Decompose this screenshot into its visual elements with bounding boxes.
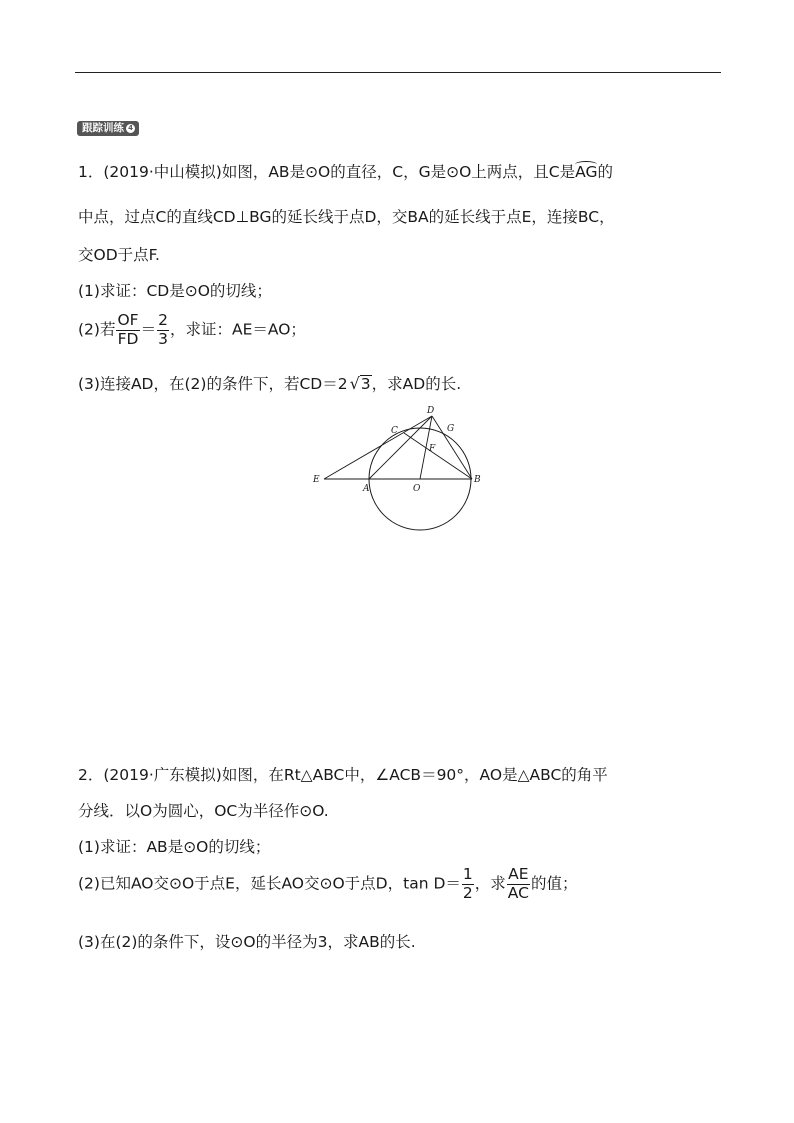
section-badge (77, 121, 139, 136)
frac-numerator: 2 (158, 311, 168, 329)
q2-part1: (1)求证：AB是⊙O的切线； (78, 838, 271, 856)
q2-part2-mid: ，求 (474, 874, 506, 893)
sqrt-radicand: 3 (360, 375, 371, 393)
q1-part2-tail: ，求证：AE＝AO； (169, 320, 306, 339)
label-o: O (413, 484, 421, 494)
q2-part3: (3)在(2)的条件下，设⊙O的半径为3，求AB的长. (78, 933, 416, 951)
q1-part2-lead: (2)若 (78, 320, 116, 339)
q1-line2: 中点，过点C的直线CD⊥BG的延长线于点D，交BA的延长线于点E，连接BC， (78, 208, 615, 226)
frac-denominator: FD (117, 329, 139, 348)
label-b: B (474, 475, 481, 485)
fraction-ae-ac (507, 866, 530, 902)
arc-ag: AG (575, 163, 598, 181)
label-a: A (363, 484, 370, 494)
q1-part3-lead: (3)连接AD，在(2)的条件下，若CD＝2 (78, 375, 348, 393)
q1-part1: (1)求证：CD是⊙O的切线； (78, 282, 272, 300)
q1-line1-end: 的 (597, 163, 613, 181)
label-c: C (391, 426, 398, 436)
q2-part2-tail: 的值； (530, 874, 578, 893)
q1-line1 (78, 160, 613, 182)
label-d: D (427, 406, 435, 416)
label-g: G (447, 424, 455, 434)
frac-denominator: 3 (158, 329, 168, 348)
label-f: F (429, 444, 436, 454)
frac-numerator: OF (117, 311, 139, 329)
frac-numerator: AE (508, 865, 529, 883)
frac-numerator: 1 (462, 865, 473, 883)
q1-part2 (78, 312, 306, 348)
line-bc (404, 433, 472, 479)
label-e: E (313, 475, 320, 485)
q2-part2 (78, 866, 577, 902)
sqrt-symbol: √ (349, 374, 360, 393)
q1-part3 (78, 372, 461, 394)
q1-part3-tail: ，求AD的长. (371, 375, 462, 393)
q2-line2: 分线．以O为圆心，OC为半径作⊙O. (78, 802, 329, 820)
q2-line1: 2．(2019·广东模拟)如图，在Rt△ABC中，∠ACB＝90°，AO是△ABC的角平 (78, 766, 608, 784)
frac-denominator: 2 (462, 883, 473, 902)
badge-label: 跟踪训练 (82, 122, 124, 134)
q2-part2-lead: (2)已知AO交⊙O于点E，延长AO交⊙O于点D，tan D＝ (78, 874, 461, 893)
fraction-2-3 (157, 312, 169, 348)
equals: ＝ (140, 320, 157, 339)
frac-denominator: AC (507, 883, 529, 902)
fraction-of-fd (116, 312, 139, 348)
badge-number: 4 (126, 124, 135, 133)
header-rule (75, 72, 721, 73)
geometry-figure (300, 400, 500, 535)
q1-line1-text: 1．(2019·中山模拟)如图，AB是⊙O的直径，C，G是⊙O上两点，且C是 (78, 163, 576, 181)
q1-line3: 交OD于点F. (78, 246, 160, 264)
fraction-1-2 (462, 866, 474, 902)
